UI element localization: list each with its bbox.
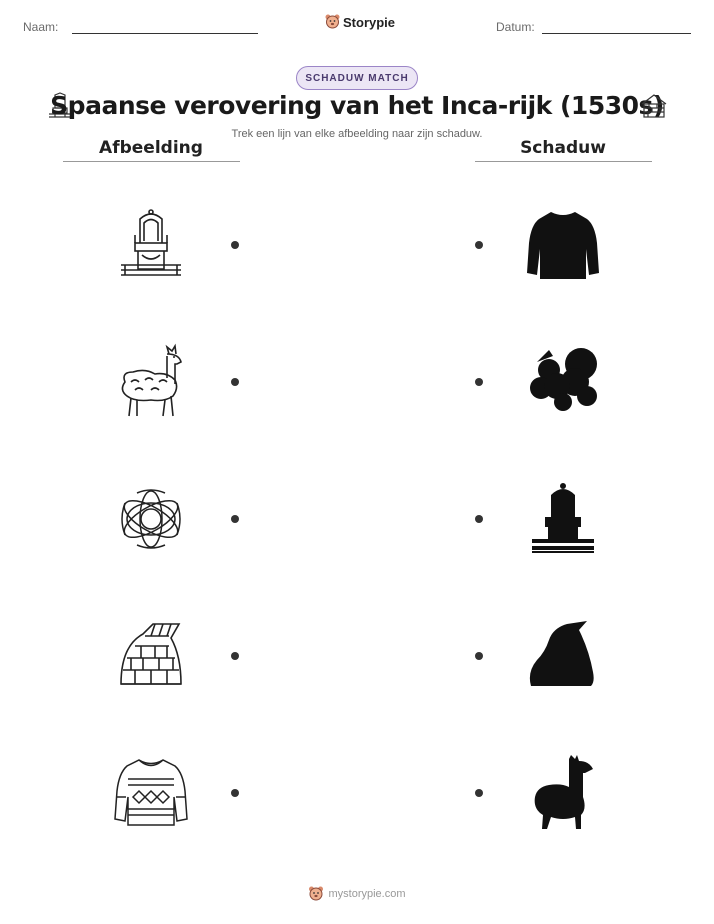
date-line bbox=[542, 33, 691, 34]
right-dot-2[interactable] bbox=[475, 378, 483, 386]
left-dot-1[interactable] bbox=[231, 241, 239, 249]
stone-hut-icon bbox=[111, 616, 191, 696]
name-label: Naam: bbox=[23, 20, 59, 34]
left-dot-4[interactable] bbox=[231, 652, 239, 660]
date-label: Datum: bbox=[496, 20, 535, 34]
activity-badge: SCHADUW MATCH bbox=[296, 66, 418, 90]
sweater-shadow-icon bbox=[523, 205, 603, 285]
left-dot-5[interactable] bbox=[231, 789, 239, 797]
left-dot-3[interactable] bbox=[231, 515, 239, 523]
right-dot-4[interactable] bbox=[475, 652, 483, 660]
bear-icon bbox=[308, 886, 324, 902]
instructions: Trek een lijn van elke afbeelding naar zijn schaduw. bbox=[231, 128, 483, 140]
throne-icon bbox=[111, 205, 191, 285]
column-rule-right bbox=[475, 161, 652, 162]
right-dot-3[interactable] bbox=[475, 515, 483, 523]
right-dot-1[interactable] bbox=[475, 241, 483, 249]
footer bbox=[0, 886, 714, 902]
brand-name: Storypie bbox=[343, 14, 396, 30]
column-heading-left: Afbeelding bbox=[99, 138, 203, 158]
column-rule-left bbox=[63, 161, 240, 162]
left-dot-2[interactable] bbox=[231, 378, 239, 386]
llama-icon bbox=[111, 342, 191, 422]
name-line bbox=[72, 33, 258, 34]
bear-icon bbox=[325, 14, 340, 30]
sweater-icon bbox=[111, 753, 191, 833]
yarn-icon bbox=[111, 479, 191, 559]
column-heading-right: Schaduw bbox=[520, 138, 606, 158]
right-dot-5[interactable] bbox=[475, 789, 483, 797]
footer-url[interactable]: mystorypie.com bbox=[328, 888, 406, 900]
hut-title-icon bbox=[639, 93, 669, 119]
brand-logo bbox=[325, 14, 395, 30]
yarn-shadow-icon bbox=[523, 342, 603, 422]
llama-shadow-icon bbox=[523, 753, 603, 833]
hut-shadow-icon bbox=[523, 616, 603, 696]
throne-shadow-icon bbox=[523, 479, 603, 559]
page-title: Spaanse verovering van het Inca-rijk (1530s) bbox=[50, 91, 664, 120]
